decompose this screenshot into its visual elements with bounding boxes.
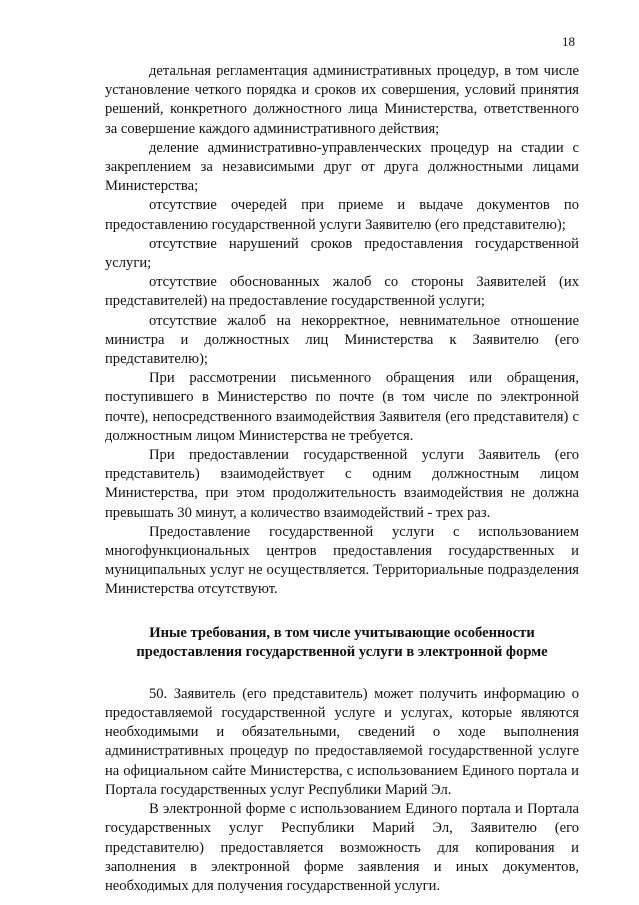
paragraph: В электронной форме с использованием Единого портала и Портала государственных услуг Республики Марий Эл, Заявителю (его представителю) предоставляется возможность для копирования и заполнения в электронной форме заявления и иных документов, необходимых для получения государственной услуги. [105,801,579,894]
paragraph: отсутствие жалоб на некорректное, невнимательное отношение министра и должностных лиц Министерства к Заявителю (его представителю); [105,312,579,368]
section-heading: Иные требования, в том числе учитывающие особенности предоставления государственной услуги в электронной форме [136,624,548,661]
paragraph: детальная регламентация административных процедур, в том числе установление четкого порядка и сроков их совершения, условий принятия решений, конкретного должностного лица Министерства, ответственного за совершение каждого административного действия; [105,63,579,137]
spacer [105,663,579,685]
page-number: 18 [562,34,575,49]
paragraph: отсутствие нарушений сроков предоставления государственной услуги; [105,235,579,272]
paragraph: отсутствие обоснованных жалоб со стороны Заявителей (их представителей) на предоставление государственной услуги; [105,274,579,310]
paragraph: Предоставление государственной услуги с использованием многофункциональных центров предоставления государственных и муниципальных услуг не осуществляется. Территориальные подразделения Министерства отсутствуют. [105,523,579,598]
paragraph: 50. Заявитель (его представитель) может получить информацию о предоставляемой государственной услуге и услугах, которые являются необходимыми и обязательными, сведений о ходе выполнения административных процедур по предоставляемой государственной услуге на официальном сайте Министерства, с использованием Единого портала и Портала государственных услуг Республики Марий Эл. [105,685,579,798]
document-body [105,62,579,896]
paragraph: отсутствие очередей при приеме и выдаче документов по предоставлению государственной услуги Заявителю (его представителю); [105,197,579,233]
paragraph: деление административно-управленческих процедур на стадии с закреплением за независимыми друг от друга должностными лицами Министерства; [105,139,579,195]
paragraph: При рассмотрении письменного обращения или обращения, поступившего в Министерство по почте (в том числе по электронной почте), непосредственного взаимодействия Заявителя (его представителя) с должностным лицом Министерства не требуется. [105,370,579,444]
paragraph: При предоставлении государственной услуги Заявитель (его представитель) взаимодействует с одним должностным лицом Министерства, при этом продолжительность взаимодействия не должна превышать 30 минут, а количество взаимодействий - трех раз. [105,447,579,521]
